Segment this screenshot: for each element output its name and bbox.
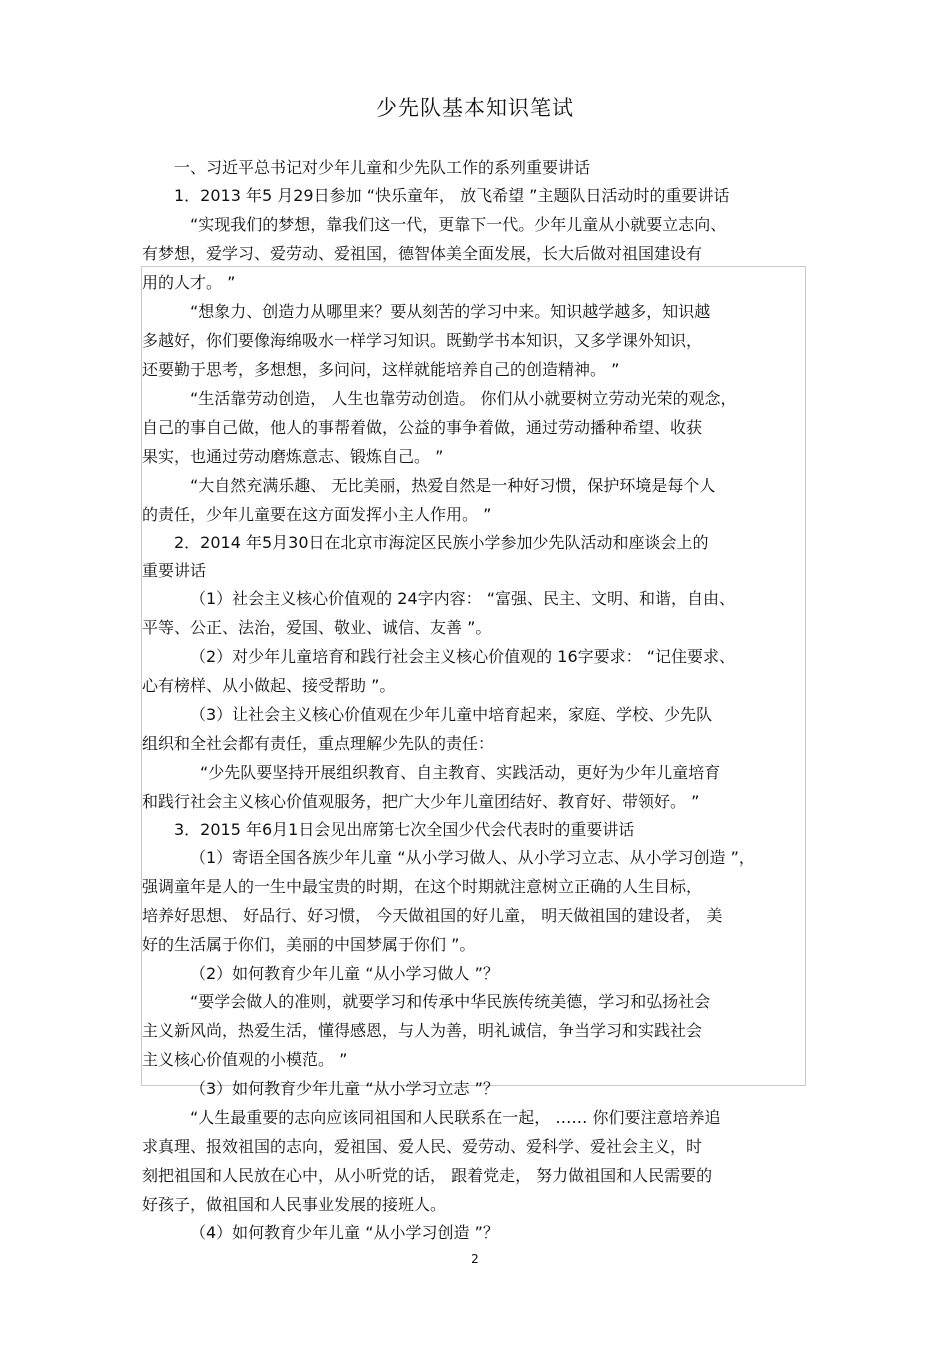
text-line: “大自然充满乐趣、 无比美丽，热爱自然是一种好习惯，保护环境是每个人 [190, 476, 716, 495]
text-line: 重要讲话 [142, 561, 207, 580]
text-line: 1．2013 年5 月29日参加 “快乐童年， 放飞希望 ”主题队日活动时的重要讲话 [174, 186, 730, 205]
text-line: （1）寄语全国各族少年儿童 “从小学习做人、从小学习立志、从小学习创造 ”， [190, 848, 755, 867]
text-line: 3．2015 年6月1日会见出席第七次全国少代会代表时的重要讲话 [174, 820, 635, 839]
text-line: （2）对少年儿童培育和践行社会主义核心价值观的 16字要求： “记住要求、 [190, 647, 736, 666]
text-line: 心有榜样、从小做起、接受帮助 ”。 [142, 676, 396, 695]
text-line: 2．2014 年5月30日在北京市海淀区民族小学参加少先队活动和座谈会上的 [174, 533, 709, 552]
text-line: “要学会做人的准则，就要学习和传承中华民族传统美德，学习和弘扬社会 [190, 992, 711, 1011]
text-line: 平等、公正、法治，爱国、敬业、诚信、友善 ”。 [142, 618, 492, 637]
text-line: 主义新风尚，热爱生活，懂得感恩，与人为善，明礼诚信，争当学习和实践社会 [142, 1021, 703, 1040]
text-line: “少先队要坚持开展组织教育、自主教育、实践活动，更好为少年儿童培育 [200, 763, 721, 782]
text-line: 刻把祖国和人民放在心中，从小听党的话， 跟着党走， 努力做祖国和人民需要的 [142, 1166, 713, 1185]
text-line: “想象力、创造力从哪里来？要从刻苦的学习中来。知识越学越多，知识越 [190, 302, 711, 321]
page-number: 2 [471, 1252, 479, 1266]
text-line: 有梦想，爱学习、爱劳动、爱祖国，德智体美全面发展，长大后做对祖国建设有 [142, 244, 703, 263]
text-line: （3）如何教育少年儿童 “从小学习立志 ”？ [190, 1079, 499, 1098]
text-line: （4）如何教育少年儿童 “从小学习创造 ”？ [190, 1223, 499, 1242]
text-line: 一、习近平总书记对少年儿童和少先队工作的系列重要讲话 [174, 158, 591, 177]
text-line: 强调童年是人的一生中最宝贵的时期，在这个时期就注意树立正确的人生目标， [142, 877, 703, 896]
text-line: 果实，也通过劳动磨炼意志、锻炼自己。 ” [142, 447, 444, 466]
text-line: 和践行社会主义核心价值观服务，把广大少年儿童团结好、教育好、带领好。 ” [142, 792, 700, 811]
text-line: 的责任，少年儿童要在这方面发挥小主人作用。 ” [142, 505, 492, 524]
text-line: （3）让社会主义核心价值观在少年儿童中培育起来，家庭、学校、少先队 [190, 705, 713, 724]
text-line: 组织和全社会都有责任，重点理解少先队的责任： [142, 734, 495, 753]
text-line: （1）社会主义核心价值观的 24字内容： “富强、民主、文明、和谐，自由、 [190, 589, 736, 608]
text-line: 主义核心价值观的小模范。 ” [142, 1050, 348, 1069]
text-line: “人生最重要的志向应该同祖国和人民联系在一起， …… 你们要注意培养追 [190, 1108, 721, 1127]
text-line: （2）如何教育少年儿童 “从小学习做人 ”？ [190, 964, 499, 983]
text-line: 求真理、报效祖国的志向，爱祖国、爱人民、爱劳动、爱科学、爱社会主义，时 [142, 1137, 703, 1156]
document-title: 少先队基本知识笔试 [376, 96, 574, 120]
text-line: 用的人才。 ” [142, 273, 236, 292]
text-line: “生活靠劳动创造， 人生也靠劳动创造。 你们从小就要树立劳动光荣的观念， [190, 389, 737, 408]
text-line: 自己的事自己做，他人的事帮着做，公益的事争着做，通过劳动播种希望、收获 [142, 418, 703, 437]
text-line: 好的生活属于你们，美丽的中国梦属于你们 ”。 [142, 935, 476, 954]
text-line: 培养好思想、 好品行、好习惯， 今天做祖国的好儿童， 明天做祖国的建设者， 美 [142, 906, 723, 925]
text-line: 好孩子，做祖国和人民事业发展的接班人。 [142, 1195, 447, 1214]
text-line: 多越好，你们要像海绵吸水一样学习知识。既勤学书本知识，又多学课外知识， [142, 331, 703, 350]
text-line: 还要勤于思考，多想想，多问问，这样就能培养自己的创造精神。 ” [142, 360, 620, 379]
text-line: “实现我们的梦想，靠我们这一代，更靠下一代。少年儿童从小就要立志向、 [190, 215, 727, 234]
